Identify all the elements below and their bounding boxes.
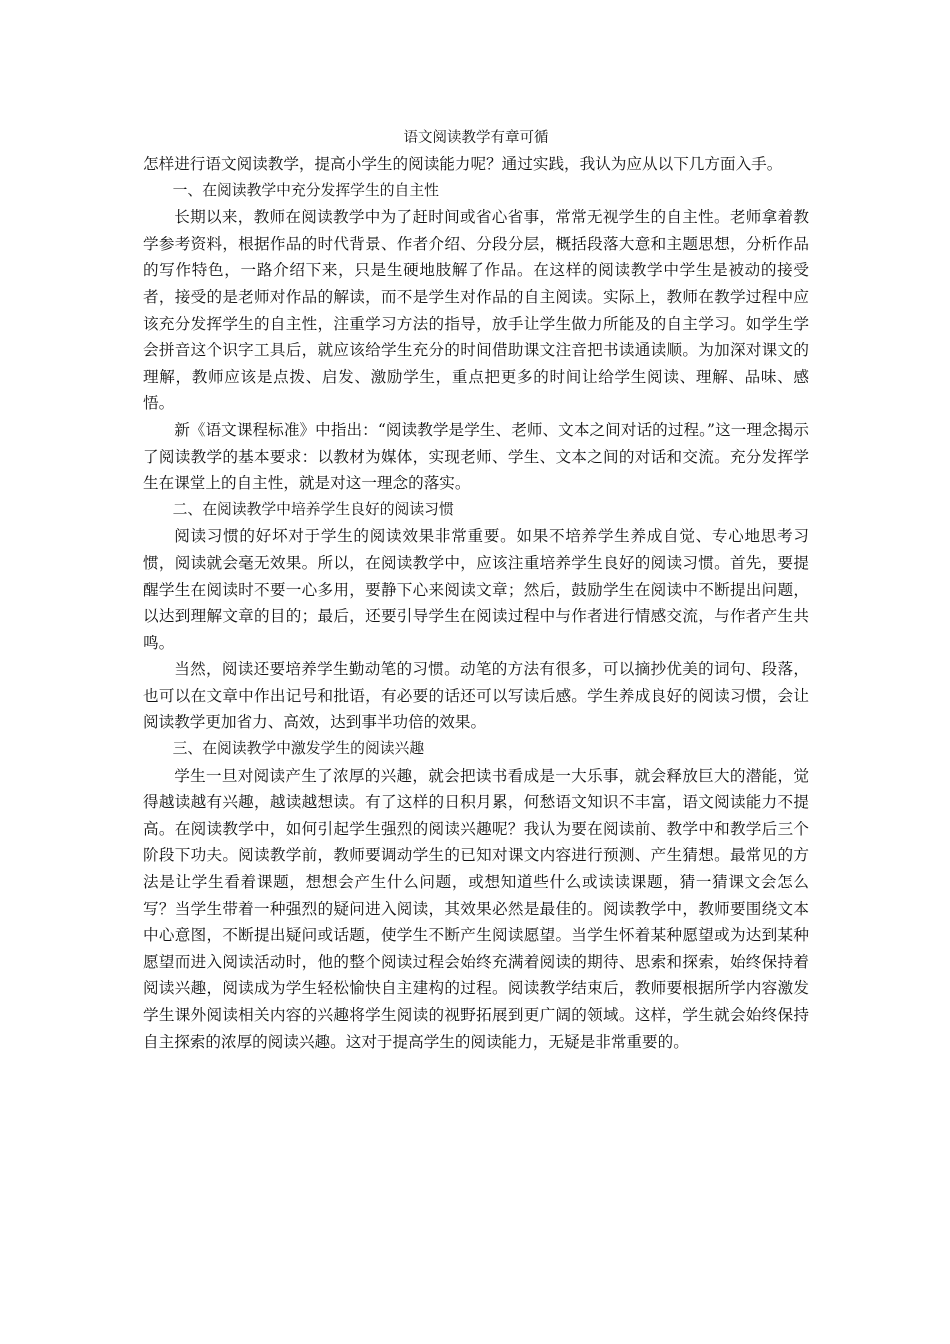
section-2-paragraph-2: 当然，阅读还要培养学生勤动笔的习惯。动笔的方法有很多，可以摘抄优美的词句、段落，也可以在文章中作出记号和批语，有必要的话还可以写读后感。学生养成良好的阅读习惯，会让阅读教学更加省力、高效，达到事半功倍的效果。	[143, 660, 809, 732]
section-1-paragraph-1: 长期以来，教师在阅读教学中为了赶时间或省心省事，常常无视学生的自主性。老师拿着教学参考资料，根据作品的时代背景、作者介绍、分段分层，概括段落大意和主题思想，分析作品的写作特色，一路介绍下来，只是生硬地肢解了作品。在这样的阅读教学中学生是被动的接受者，接受的是老师对作品的解读，而不是学生对作品的自主阅读。实际上，教师在教学过程中应该充分发挥学生的自主性，注重学习方法的指导，放手让学生做力所能及的自主学习。如学生学会拼音这个识字工具后，就应该给学生充分的时间借助课文注音把书读通读顺。为加深对课文的理解，教师应该是点拨、启发、激励学生，重点把更多的时间让给学生阅读、理解、品味、感悟。	[143, 208, 809, 413]
section-3-paragraph-1: 学生一旦对阅读产生了浓厚的兴趣，就会把读书看成是一大乐事，就会释放巨大的潜能，觉得越读越有兴趣，越读越想读。有了这样的日积月累，何愁语文知识不丰富，语文阅读能力不提高。在阅读教学中，如何引起学生强烈的阅读兴趣呢？我认为要在阅读前、教学中和教学后三个阶段下功夫。阅读教学前，教师要调动学生的已知对课文内容进行预测、产生猜想。最常见的方法是让学生看着课题，想想会产生什么问题，或想知道些什么或读读课题，猜一猜课文会怎么写？当学生带着一种强烈的疑问进入阅读，其效果必然是最佳的。阅读教学中，教师要围绕文本中心意图，不断提出疑问或话题，使学生不断产生阅读愿望。当学生怀着某种愿望或为达到某种愿望而进入阅读活动时，他的整个阅读过程会始终充满着阅读的期待、思索和探索，始终保持着阅读兴趣，阅读成为学生轻松愉快自主建构的过程。阅读教学结束后，教师要根据所学内容激发学生课外阅读相关内容的兴趣将学生阅读的视野拓展到更广阔的领域。这样，学生就会始终保持自主探索的浓厚的阅读兴趣。这对于提高学生的阅读能力，无疑是非常重要的。	[143, 766, 809, 1051]
section-heading-3: 三、在阅读教学中激发学生的阅读兴趣	[172, 740, 425, 758]
document-title: 语文阅读教学有章可循	[403, 130, 549, 146]
document-body	[143, 125, 809, 1055]
section-heading-1: 一、在阅读教学中充分发挥学生的自主性	[172, 181, 439, 199]
section-heading-2: 二、在阅读教学中培养学生良好的阅读习惯	[172, 500, 454, 518]
section-1-paragraph-2: 新《语文课程标准》中指出：“阅读教学是学生、老师、文本之间对话的过程。”这一理念揭示了阅读教学的基本要求：以教材为媒体，实现老师、学生、文本之间的对话和交流。充分发挥学生在课堂上的自主性，就是对这一理念的落实。	[143, 420, 809, 493]
section-2-paragraph-1: 阅读习惯的好坏对于学生的阅读效果非常重要。如果不培养学生养成自觉、专心地思考习惯，阅读就会毫无效果。所以，在阅读教学中，应该注重培养学生良好的阅读习惯。首先，要提醒学生在阅读时不要一心多用，要静下心来阅读文章；然后，鼓励学生在阅读中不断提出问题，以达到理解文章的目的；最后，还要引导学生在阅读过程中与作者进行情感交流，与作者产生共鸣。	[143, 527, 809, 652]
intro-paragraph: 怎样进行语文阅读教学，提高小学生的阅读能力呢？通过实践，我认为应从以下几方面入手。	[143, 155, 783, 173]
